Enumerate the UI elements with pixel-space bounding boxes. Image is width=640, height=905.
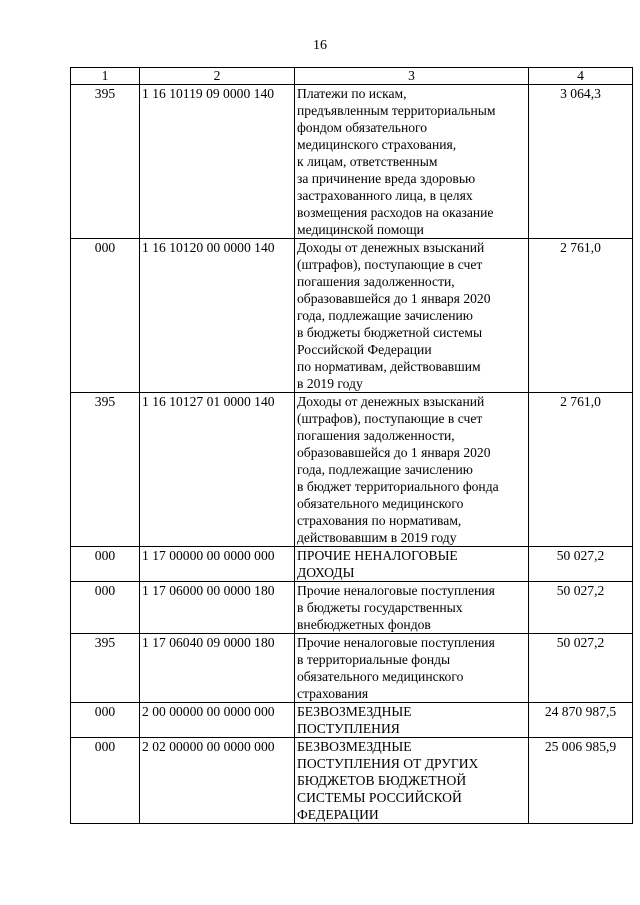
description-cell: БЕЗВОЗМЕЗДНЫЕ ПОСТУПЛЕНИЯ ОТ ДРУГИХ БЮДЖЕТОВ БЮДЖЕТНОЙ СИСТЕМЫ РОССИЙСКОЙ ФЕДЕРАЦИИ	[295, 738, 529, 824]
header-col-1: 1	[71, 68, 140, 85]
admin-code-cell: 000	[71, 703, 140, 738]
budget-code-cell: 1 16 10120 00 0000 140	[140, 239, 295, 393]
table-body	[71, 85, 633, 824]
header-row	[71, 68, 633, 85]
budget-code-cell: 2 02 00000 00 0000 000	[140, 738, 295, 824]
admin-code-cell: 395	[71, 393, 140, 547]
amount-cell: 25 006 985,9	[529, 738, 633, 824]
admin-code-cell: 000	[71, 239, 140, 393]
description-cell: Доходы от денежных взысканий (штрафов), поступающие в счет погашения задолженности, образовавшейся до 1 января 2020 года, подлежащие зачислению в бюджеты бюджетной системы Российской Федерации по нормативам, действовавшим в 2019 году	[295, 239, 529, 393]
amount-cell: 24 870 987,5	[529, 703, 633, 738]
budget-code-cell: 1 17 06000 00 0000 180	[140, 582, 295, 634]
amount-cell: 50 027,2	[529, 634, 633, 703]
page-number: 16	[313, 38, 327, 53]
description-cell: БЕЗВОЗМЕЗДНЫЕ ПОСТУПЛЕНИЯ	[295, 703, 529, 738]
table-row	[71, 85, 633, 239]
admin-code-cell: 395	[71, 85, 140, 239]
header-col-3: 3	[295, 68, 529, 85]
admin-code-cell: 000	[71, 547, 140, 582]
budget-code-cell: 2 00 00000 00 0000 000	[140, 703, 295, 738]
description-cell: Платежи по искам, предъявленным территориальным фондом обязательного медицинского страхования, к лицам, ответственным за причинение вреда здоровью застрахованного лица, в целях возмещения расходов на оказание медицинской помощи	[295, 85, 529, 239]
table-row	[71, 582, 633, 634]
amount-cell: 2 761,0	[529, 239, 633, 393]
budget-code-cell: 1 16 10127 01 0000 140	[140, 393, 295, 547]
description-cell: ПРОЧИЕ НЕНАЛОГОВЫЕ ДОХОДЫ	[295, 547, 529, 582]
description-cell: Доходы от денежных взысканий (штрафов), поступающие в счет погашения задолженности, образовавшейся до 1 января 2020 года, подлежащие зачислению в бюджет территориального фонда обязательного медицинского страхования по нормативам, действовавшим в 2019 году	[295, 393, 529, 547]
table-row	[71, 703, 633, 738]
revenue-table	[70, 67, 633, 824]
table-row	[71, 738, 633, 824]
description-cell: Прочие неналоговые поступления в территориальные фонды обязательного медицинского страхования	[295, 634, 529, 703]
admin-code-cell: 000	[71, 738, 140, 824]
amount-cell: 3 064,3	[529, 85, 633, 239]
budget-code-cell: 1 17 00000 00 0000 000	[140, 547, 295, 582]
header-col-2: 2	[140, 68, 295, 85]
amount-cell: 50 027,2	[529, 547, 633, 582]
admin-code-cell: 000	[71, 582, 140, 634]
table-header	[71, 68, 633, 85]
table-row	[71, 393, 633, 547]
table-row	[71, 634, 633, 703]
admin-code-cell: 395	[71, 634, 140, 703]
budget-code-cell: 1 17 06040 09 0000 180	[140, 634, 295, 703]
table-row	[71, 239, 633, 393]
amount-cell: 50 027,2	[529, 582, 633, 634]
description-cell: Прочие неналоговые поступления в бюджеты государственных внебюджетных фондов	[295, 582, 529, 634]
header-col-4: 4	[529, 68, 633, 85]
table-row	[71, 547, 633, 582]
amount-cell: 2 761,0	[529, 393, 633, 547]
budget-code-cell: 1 16 10119 09 0000 140	[140, 85, 295, 239]
